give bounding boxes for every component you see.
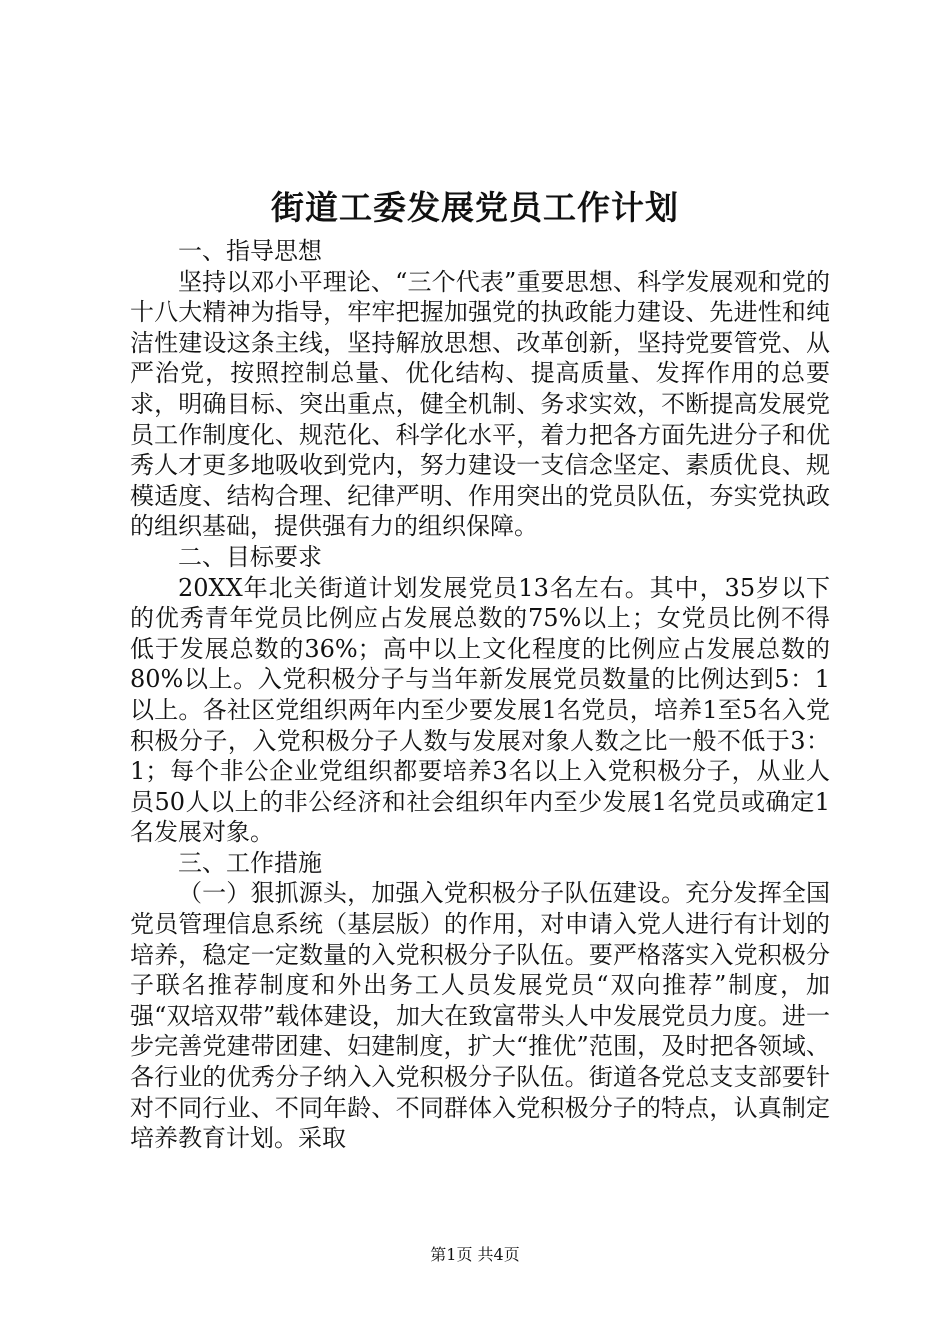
section-heading-goals: 二、目标要求 [178,542,322,571]
paragraph-guiding-thought: 坚持以邓小平理论、“三个代表”重要思想、科学发展观和党的十八大精神为指导，牢牢把握加强党的执政能力建设、先进性和纯洁性建设这条主线，坚持解放思想、改革创新，坚持党要管党、从严治党，按照控制总量、优化结构、提高质量、发挥作用的总要求，明确目标、突出重点，健全机制、务求实效，不断提高发展党员工作制度化、规范化、科学化水平，着力把各方面先进分子和优秀人才更多地吸收到党内，努力建设一支信念坚定、素质优良、规模适度、结构合理、纪律严明、作用突出的党员队伍，夯实党执政的组织基础，提供强有力的组织保障。 [130,267,830,541]
paragraph-goals: 20XX年北关街道计划发展党员13名左右。其中，35岁以下的优秀青年党员比例应占发展总数的75%以上；女党员比例不得低于发展总数的36%；高中以上文化程度的比例应占发展总数的80%以上。入党积极分子与当年新发展党员数量的比例达到5：1以上。各社区党组织两年内至少要发展1名党员，培养1至5名入党积极分子，入党积极分子人数与发展对象人数之比一般不低于3：1；每个非公企业党组织都要培养3名以上入党积极分子，从业人员50人以上的非公经济和社会组织年内至少发展1名党员或确定1名发展对象。 [130,573,830,847]
paragraph-measures-1: （一）狠抓源头，加强入党积极分子队伍建设。充分发挥全国党员管理信息系统（基层版）的作用，对申请入党人进行有计划的培养，稳定一定数量的入党积极分子队伍。要严格落实入党积极分子联名推荐制度和外出务工人员发展党员“双向推荐”制度，加强“双培双带”载体建设，加大在致富带头人中发展党员力度。进一步完善党建带团建、妇建制度，扩大“推优”范围，及时把各领域、各行业的优秀分子纳入入党积极分子队伍。街道各党总支支部要针对不同行业、不同年龄、不同群体入党积极分子的特点，认真制定培养教育计划。采取 [130,879,830,1153]
document-body [130,236,830,1154]
document-title: 街道工委发展党员工作计划 [271,188,679,227]
section-heading-guiding-thought: 一、指导思想 [178,237,322,265]
page-footer: 第1页 共4页 [430,1245,520,1264]
section-heading-measures: 三、工作措施 [178,848,322,877]
